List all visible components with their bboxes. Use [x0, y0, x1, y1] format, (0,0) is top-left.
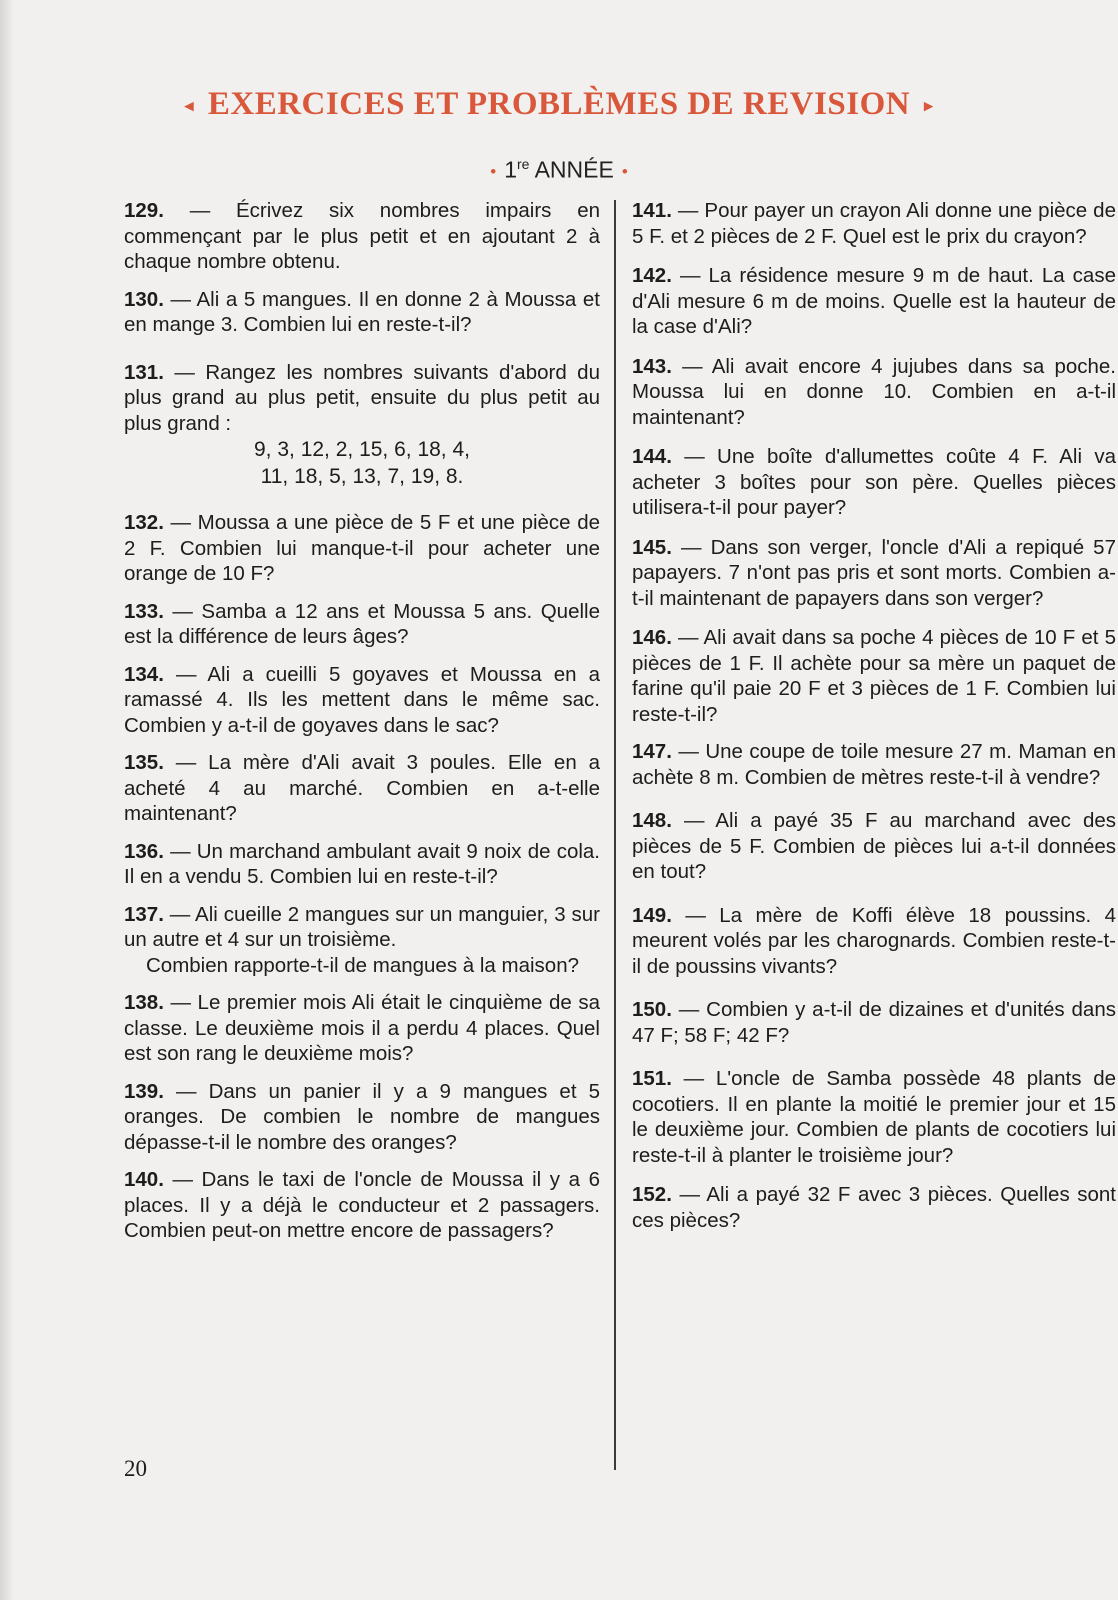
- page-number: 20: [124, 1456, 147, 1481]
- exercise-132: 132. — Moussa a une pièce de 5 F et une pièce de 2 F. Combien lui manque-t-il pour acheter une orange de 10 F?: [124, 511, 600, 585]
- exercise-145: 145. — Dans son verger, l'oncle d'Ali a repiqué 57 papayers. 7 n'ont pas pris et sont morts. Combien a-t-il maintenant de papayers dans son verger?: [632, 535, 1116, 610]
- exercise-136: 136. — Un marchand ambulant avait 9 noix de cola. Il en a vendu 5. Combien lui en reste-t-il?: [124, 839, 600, 888]
- exercise-131: 131. — Rangez les nombres suivants d'abord du plus grand au plus petit, ensuite du plus petit au plus grand : 9, 3, 12, 2, 15, 6, 18, 4, 11, 18, 5, 13, 7, 19, 8.: [124, 360, 600, 488]
- exercise-141: 141. — Pour payer un crayon Ali donne une pièce de 5 F. et 2 pièces de 2 F. Quel est le prix du crayon?: [632, 199, 1116, 248]
- exercise-146: 146. — Ali avait dans sa poche 4 pièces de 10 F et 5 pièces de 1 F. Il achète pour sa mère un paquet de farine qu'il paie 20 F et 3 pièces de 1 F. Combien lui reste-t-il?: [632, 626, 1116, 726]
- left-column: [124, 198, 600, 1244]
- exercise-140: 140. — Dans le taxi de l'oncle de Moussa il y a 6 places. Il y a déjà le conducteur et 2 passagers. Combien peut-on mettre encore de passagers?: [124, 1168, 600, 1242]
- exercise-129: 129. — Écrivez six nombres impairs en commençant par le plus petit et en ajoutant 2 à chaque nombre obtenu.: [124, 199, 600, 273]
- exercise-138: 138. — Le premier mois Ali était le cinquième de sa classe. Le deuxième mois il a perdu 4 places. Quel est son rang le deuxième mois?: [124, 991, 600, 1065]
- bullet-icon: •: [490, 161, 497, 181]
- section-heading: [0, 156, 1118, 184]
- number-list-line-1: 9, 3, 12, 2, 15, 6, 18, 4,: [254, 438, 470, 461]
- title-text: EXERCICES ET PROBLÈMES DE REVISION: [207, 86, 911, 122]
- section-label: ANNÉE: [534, 156, 614, 183]
- arrow-right-icon: ▸: [924, 96, 934, 116]
- exercise-144: 144. — Une boîte d'allumettes coûte 4 F. Ali va acheter 3 boîtes pour son père. Quelles pièces utilisera-t-il pour payer?: [632, 445, 1117, 519]
- exercise-151: 151. — L'oncle de Samba possède 48 plants de cocotiers. Il en plante la moitié le premier jour et 15 le deuxième jour. Combien de plants de cocotiers lui reste-t-il à planter le troisième jour?: [632, 1067, 1116, 1167]
- exercise-148: 148. — Ali a payé 35 F au marchand avec des pièces de 5 F. Combien de pièces lui a-t-il données en tout?: [632, 809, 1116, 883]
- exercise-133: 133. — Samba a 12 ans et Moussa 5 ans. Quelle est la différence de leurs âges?: [124, 599, 600, 648]
- section-prefix: 1: [504, 156, 517, 183]
- exercise-150: 150. — Combien y a-t-il de dizaines et d'unités dans 47 F; 58 F; 42 F?: [632, 998, 1116, 1047]
- number-list-line-2: 11, 18, 5, 13, 7, 19, 8.: [260, 465, 464, 488]
- exercise-139: 139. — Dans un panier il y a 9 mangues et 5 oranges. De combien le nombre de mangues dépasse-t-il le nombre des oranges?: [124, 1079, 600, 1154]
- exercise-152: 152. — Ali a payé 32 F avec 3 pièces. Quelles sont ces pièces?: [632, 1183, 1116, 1232]
- exercise-143: 143. — Ali avait encore 4 jujubes dans sa poche. Moussa lui en donne 10. Combien en a-t-il maintenant?: [632, 354, 1116, 429]
- exercise-147: 147. — Une coupe de toile mesure 27 m. Maman en achète 8 m. Combien de mètres reste-t-il à vendre?: [632, 740, 1116, 789]
- column-divider: [614, 200, 616, 1470]
- exercise-130: 130. — Ali a 5 mangues. Il en donne 2 à Moussa et en mange 3. Combien lui en reste-t-il?: [124, 287, 600, 336]
- bullet-icon: •: [621, 161, 628, 181]
- exercise-142: 142. — La résidence mesure 9 m de haut. La case d'Ali mesure 6 m de moins. Quelle est la hauteur de la case d'Ali?: [632, 264, 1116, 338]
- page-title: [0, 86, 1118, 123]
- exercise-137: 137. — Ali cueille 2 mangues sur un manguier, 3 sur un autre et 4 sur un troisième. Combien rapporte-t-il de mangues à la maison?: [124, 902, 600, 977]
- arrow-left-icon: ◂: [184, 96, 194, 116]
- right-column: [632, 198, 1116, 1233]
- exercise-149: 149. — La mère de Koffi élève 18 poussins. 4 meurent volés par les charognards. Combien reste-t-il de poussins vivants?: [632, 903, 1117, 978]
- page-edge-shadow: [0, 0, 14, 1600]
- exercise-135: 135. — La mère d'Ali avait 3 poules. Elle en a acheté 4 au marché. Combien en a-t-elle maintenant?: [124, 751, 601, 825]
- exercise-134: 134. — Ali a cueilli 5 goyaves et Moussa en a ramassé 4. Ils les mettent dans le même sac. Combien y a-t-il de goyaves dans le sac?: [124, 662, 600, 737]
- section-superscript: re: [516, 156, 530, 172]
